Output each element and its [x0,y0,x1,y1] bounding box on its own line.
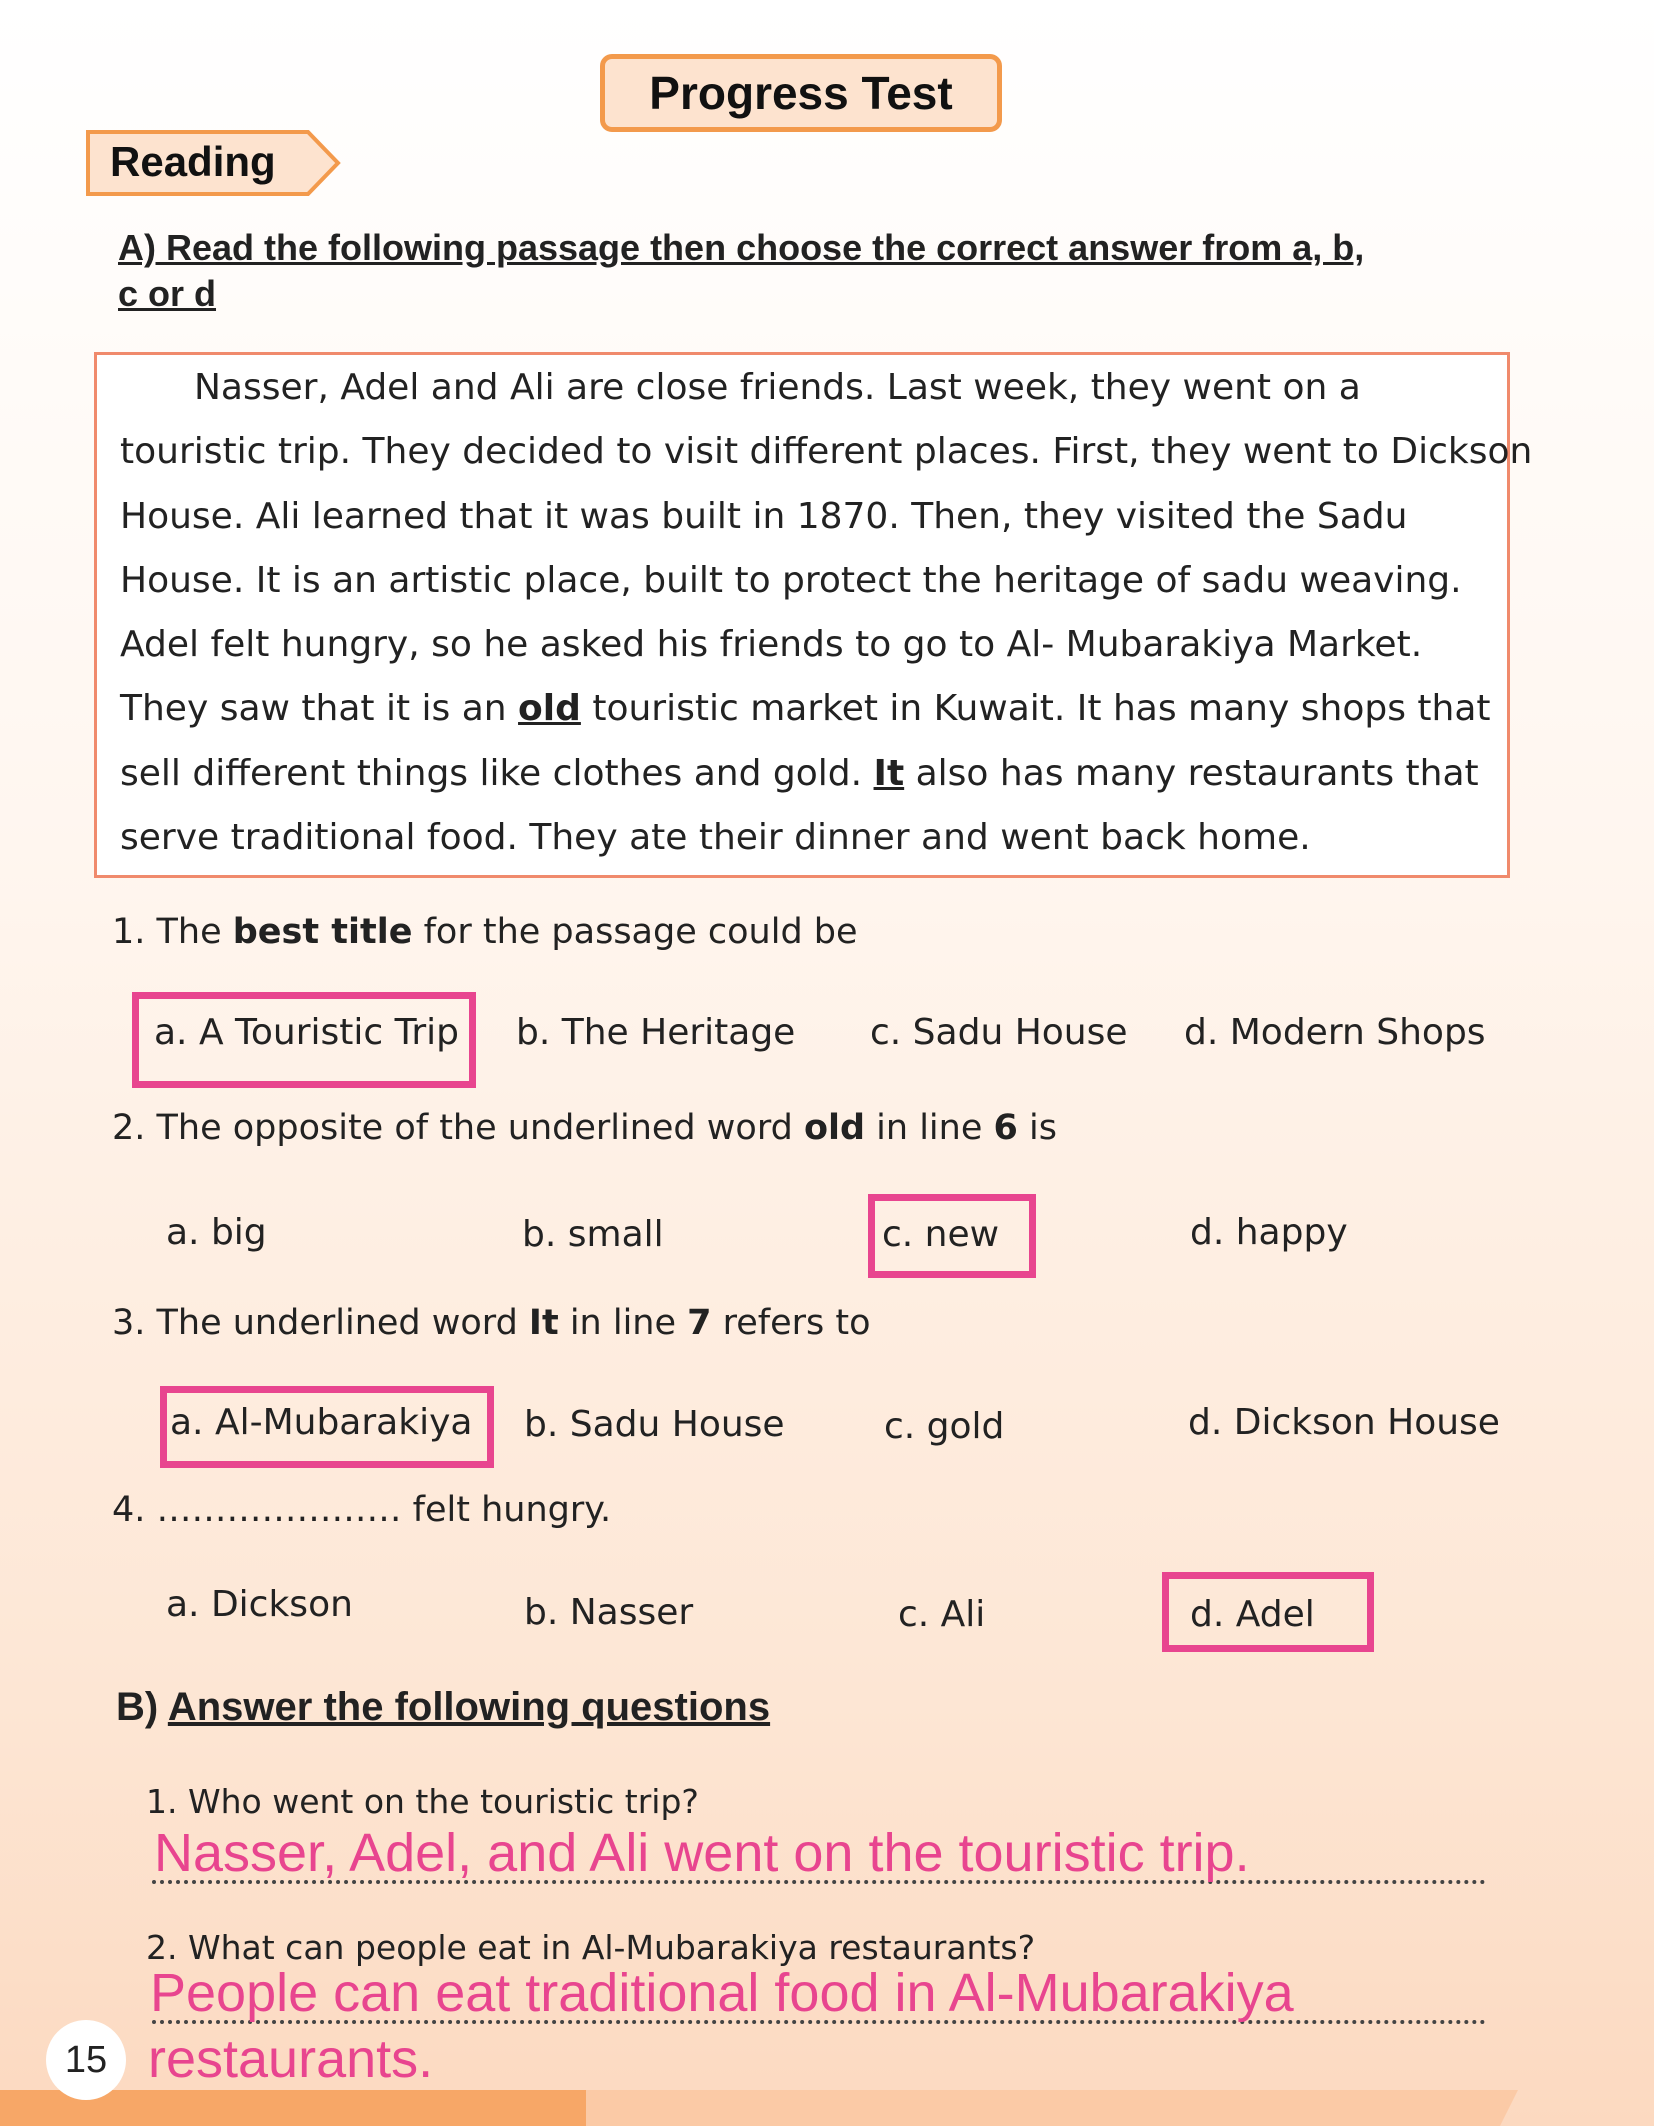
question-1: 1. The best title for the passage could be [112,912,858,952]
q4-option-d[interactable]: d. Adel [1190,1594,1315,1635]
passage-line-2: touristic trip. They decided to visit different places. First, they went to Dickson [120,431,1533,473]
q4-option-a[interactable]: a. Dickson [166,1584,353,1625]
passage-line-1: Nasser, Adel and Ali are close friends. Last week, they went on a [194,367,1361,408]
q1-option-a[interactable]: a. A Touristic Trip [154,1012,459,1053]
q3-option-d[interactable]: d. Dickson House [1188,1402,1500,1443]
q4-option-c[interactable]: c. Ali [898,1594,986,1635]
underlined-word-it: It [873,752,905,794]
passage-line-6: They saw that it is an old touristic market in Kuwait. It has many shops that [120,688,1491,730]
part-b-question-1: 1. Who went on the touristic trip? [146,1782,699,1821]
q2-option-a[interactable]: a. big [166,1212,267,1253]
q2-option-c[interactable]: c. new [882,1214,1000,1255]
q2-option-d[interactable]: d. happy [1190,1212,1348,1253]
part-b-question-2: 2. What can people eat in Al-Mubarakiya restaurants? [146,1928,1036,1967]
q1-option-b[interactable]: b. The Heritage [516,1012,796,1053]
passage-line-7: sell different things like clothes and gold. It also has many restaurants that [120,752,1479,794]
q3-option-c[interactable]: c. gold [884,1406,1005,1447]
q3-option-b[interactable]: b. Sadu House [524,1404,785,1445]
passage-line-4: House. It is an artistic place, built to protect the heritage of sadu weaving. [120,559,1462,601]
part-a-instruction [118,225,1478,317]
part-a-instruction-line2: c or d [118,273,217,314]
reading-passage [120,356,1533,870]
q2-option-b[interactable]: b. small [522,1214,664,1255]
q1-option-c[interactable]: c. Sadu House [870,1012,1128,1053]
footer-bar [0,2090,1654,2126]
question-4: 4. ………………… felt hungry. [112,1490,612,1530]
q4-option-b[interactable]: b. Nasser [524,1592,694,1633]
section-tag-reading [86,130,342,196]
part-b-answer-2-line1[interactable]: People can eat traditional food in Al-Mubarakiya [150,1963,1294,2023]
passage-line-5: Adel felt hungry, so he asked his friends to go to Al- Mubarakiya Market. [120,624,1423,666]
part-a-instruction-line1: A) Read the following passage then choose the correct answer from a, b, [118,227,1365,268]
part-b-answer-1[interactable]: Nasser, Adel, and Ali went on the touristic trip. [154,1823,1250,1883]
section-tag-label: Reading [110,138,276,185]
question-2: 2. The opposite of the underlined word old in line 6 is [112,1108,1057,1148]
passage-line-8: serve traditional food. They ate their dinner and went back home. [120,817,1311,859]
page-title: Progress Test [600,54,1002,132]
footer-stripes [0,2090,1654,2126]
page-number: 15 [46,2020,126,2100]
question-3: 3. The underlined word It in line 7 refers to [112,1303,871,1343]
part-b-answer-2-line2[interactable]: restaurants. [148,2029,434,2089]
passage-line-3: House. Ali learned that it was built in 1870. Then, they visited the Sadu [120,495,1408,537]
part-b-heading: B) Answer the following questions [116,1685,771,1729]
underlined-word-old: old [518,688,581,730]
q1-option-d[interactable]: d. Modern Shops [1184,1012,1486,1053]
q3-option-a[interactable]: a. Al-Mubarakiya [170,1402,473,1443]
